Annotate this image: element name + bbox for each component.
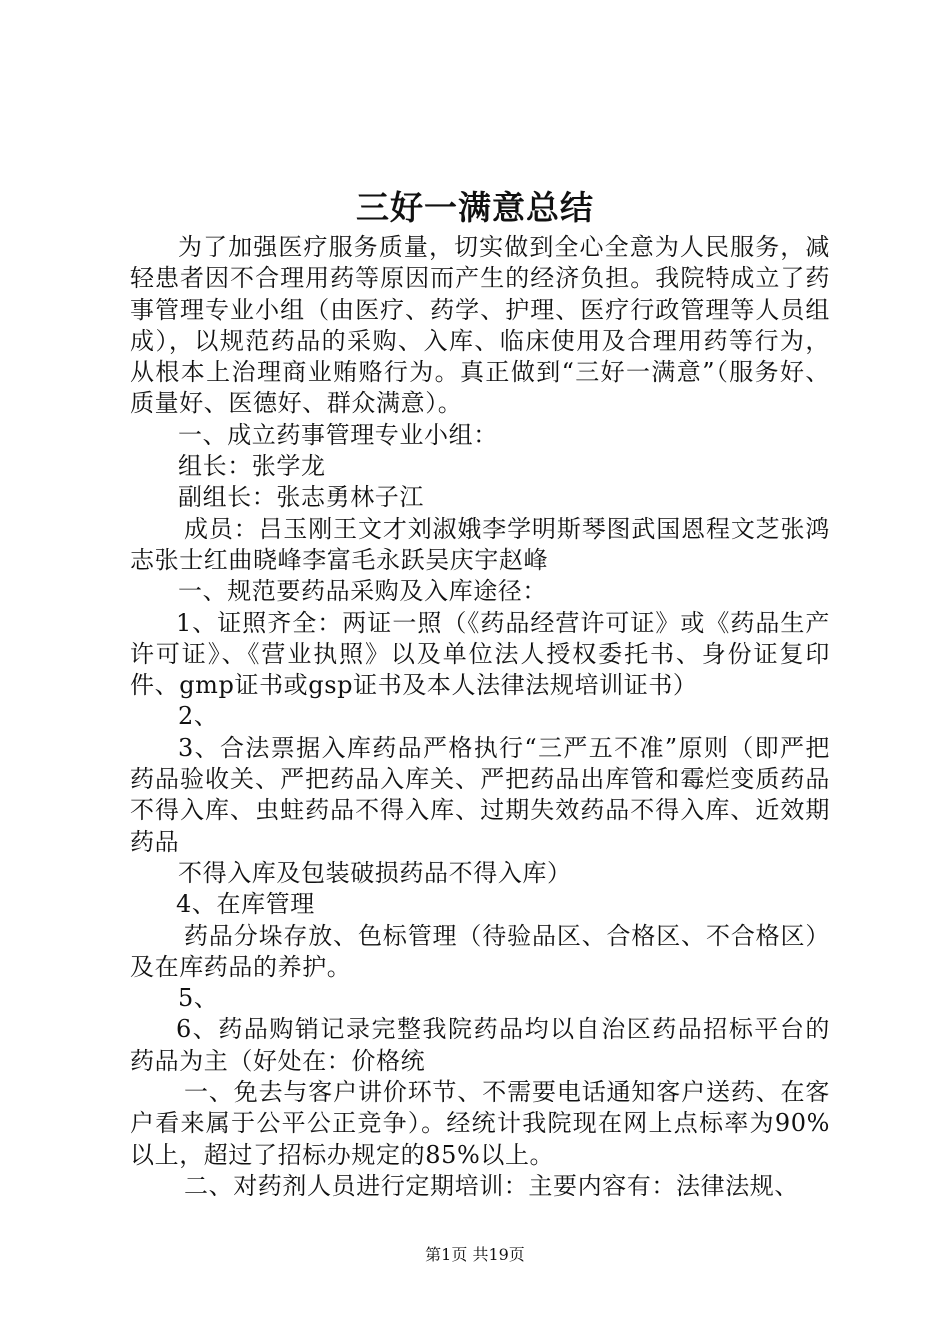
paragraph-item-4: 4、在库管理 (176, 890, 315, 919)
paragraph-section-heading-2: 一、规范要药品采购及入库途径： (178, 577, 547, 606)
paragraph-item-2: 2、 (178, 702, 219, 731)
paragraph-tender-benefits: 一、免去与客户讲价环节、不需要电话通知客户送药、在客户看来属于公平公正竞争）。经统计我院现在网上点标率为90%以上，超过了招标办规定的85%以上。 (130, 1078, 830, 1169)
paragraph-leader: 组长：张学龙 (178, 452, 326, 481)
paragraph-members: 成员：吕玉刚王文才刘淑娥李学明斯琴图武国恩程文芝张鸿志张士红曲晓峰李富毛永跃吴庆宇赵峰 (130, 514, 830, 574)
paragraph-storage: 药品分垛存放、色标管理（待验品区、合格区、不合格区）及在库药品的养护。 (130, 921, 830, 981)
paragraph-item-6: 6、药品购销记录完整我院药品均以自治区药品招标平台的药品为主（好处在：价格统 (130, 1015, 830, 1075)
document-title: 三好一满意总结 (356, 188, 594, 227)
paragraph-intro: 为了加强医疗服务质量，切实做到全心全意为人民服务，减轻患者因不合理用药等原因而产生的经济负担。我院特成立了药事管理专业小组（由医疗、药学、护理、医疗行政管理等人员组成），以规范药品的采购、入库、临床使用及合理用药等行为，从根本上治理商业贿赂行为。真正做到“三好一满意”（服务好、质量好、医德好、群众满意）。 (130, 233, 830, 418)
paragraph-training: 二、对药剂人员进行定期培训：主要内容有：法律法规、 (184, 1171, 799, 1200)
paragraph-item-5: 5、 (178, 984, 219, 1013)
paragraph-deputy-leader: 副组长：张志勇林子江 (178, 483, 424, 512)
paragraph-item-3-continued: 不得入库及包装破损药品不得入库） (178, 858, 572, 887)
paragraph-section-heading: 一、成立药事管理专业小组： (178, 420, 498, 449)
document-body (130, 232, 830, 1202)
page-number: 第1页 共19页 (425, 1245, 525, 1264)
paragraph-item-3: 3、合法票据入库药品严格执行“三严五不准”原则（即严把药品验收关、严把药品入库关、严把药品出库管和霉烂变质药品不得入库、虫蛀药品不得入库、过期失效药品不得入库、近效期药品 (130, 733, 830, 856)
paragraph-item-1: 1、证照齐全：两证一照（《药品经营许可证》或《药品生产许可证》、《营业执照》以及单位法人授权委托书、身份证复印件、gmp证书或gsp证书及本人法律法规培训证书） (130, 608, 830, 700)
